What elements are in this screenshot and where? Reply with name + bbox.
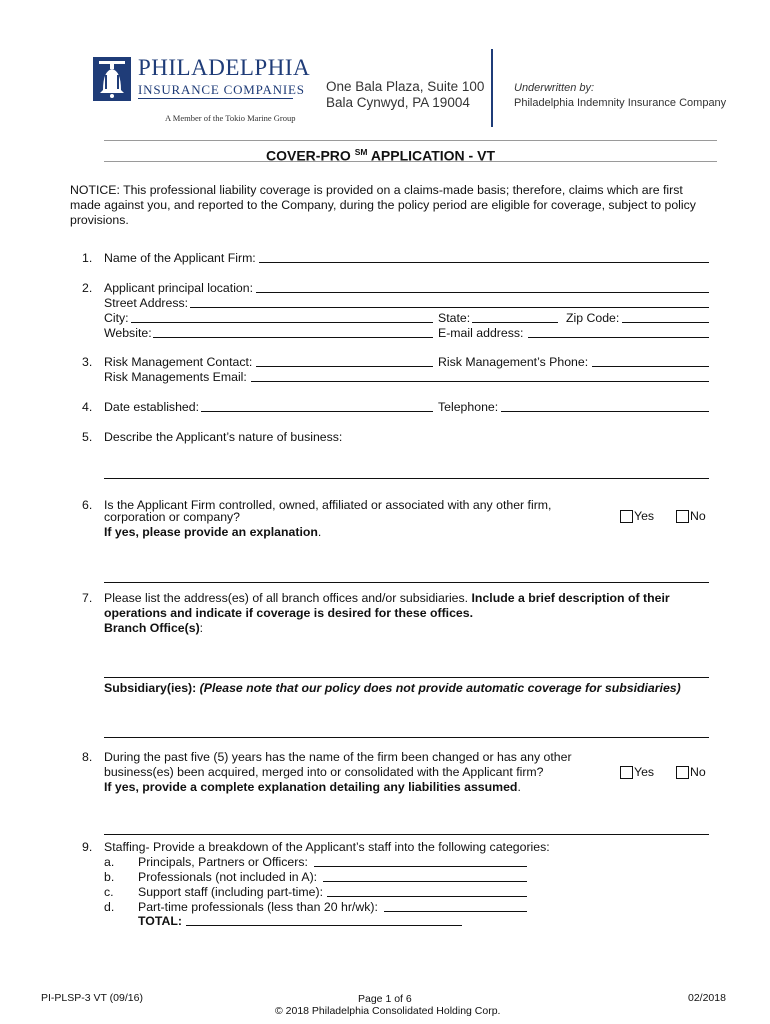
state-label: State: xyxy=(438,311,471,325)
staff-letter-d: d. xyxy=(104,900,115,914)
risk-email-label: Risk Managements Email: xyxy=(104,370,247,384)
q7-number: 7. xyxy=(82,591,93,605)
staff-label-d: Part-time professionals (less than 20 hr/wk): xyxy=(138,900,378,914)
q8-line3 xyxy=(104,780,521,795)
staff-letter-b: b. xyxy=(104,870,115,884)
date-established-label: Date established: xyxy=(104,400,200,414)
risk-contact-field[interactable] xyxy=(256,366,433,367)
form-id: PI-PLSP-3 VT (09/16) xyxy=(41,992,143,1004)
q6-line2: corporation or company? xyxy=(104,510,241,524)
staff-field-d[interactable] xyxy=(384,911,527,912)
branch-office-colon: : xyxy=(199,621,204,635)
q7-line2: operations and indicate if coverage is desired for these offices. xyxy=(104,606,474,620)
firm-name-field[interactable] xyxy=(259,262,709,263)
staff-letter-a: a. xyxy=(104,855,115,869)
q2-label: Applicant principal location: xyxy=(104,281,254,295)
email-field[interactable] xyxy=(528,337,709,338)
telephone-label: Telephone: xyxy=(438,400,499,414)
member-text: A Member of the Tokio Marine Group xyxy=(165,113,296,123)
subsidiary-text: Subsidiary(ies) xyxy=(104,681,193,695)
q5-number: 5. xyxy=(82,430,93,444)
q6-explain-prompt: If yes, please provide an explanation xyxy=(104,525,318,539)
q9-label: Staffing- Provide a breakdown of the Applicant’s staff into the following categories: xyxy=(104,840,550,854)
q8-yes-checkbox[interactable] xyxy=(620,766,633,779)
company-name-line1: PHILADELPHIA xyxy=(138,55,311,80)
staff-label-b: Professionals (not included in A): xyxy=(138,870,318,884)
q8-explanation-field[interactable] xyxy=(104,834,709,835)
q1-number: 1. xyxy=(82,251,93,265)
subsidiary-label xyxy=(104,681,681,696)
website-label: Website: xyxy=(104,326,152,340)
title-main: COVER-PRO xyxy=(266,147,351,164)
q7-instruction: Please list the address(es) of all branch offices and/or subsidiaries. xyxy=(104,591,472,605)
q8-no-checkbox[interactable] xyxy=(676,766,689,779)
nature-of-business-field[interactable] xyxy=(104,478,709,479)
branch-office-text: Branch Office(s) xyxy=(104,621,200,635)
street-label: Street Address: xyxy=(104,296,189,310)
q6-no-label: No xyxy=(690,509,706,523)
total-label: TOTAL: xyxy=(138,914,182,928)
staff-letter-c: c. xyxy=(104,885,114,899)
total-field[interactable] xyxy=(186,925,462,926)
q3-number: 3. xyxy=(82,355,93,369)
title-rest: APPLICATION - VT xyxy=(370,147,495,164)
subsidiary-note: (Please note that our policy does not provide automatic coverage for subsidiaries) xyxy=(199,681,681,695)
branch-office-label xyxy=(104,621,203,636)
state-field[interactable] xyxy=(472,322,558,323)
q6-number: 6. xyxy=(82,498,93,512)
company-name-line2: INSURANCE COMPANIES xyxy=(138,82,305,97)
subsidiary-field[interactable] xyxy=(104,737,709,738)
city-label: City: xyxy=(104,311,129,325)
page-number: Page 1 of 6 xyxy=(358,993,412,1005)
underwritten-company: Philadelphia Indemnity Insurance Company xyxy=(514,97,727,109)
website-field[interactable] xyxy=(153,337,433,338)
address-line1: One Bala Plaza, Suite 100 xyxy=(326,79,485,94)
risk-phone-label: Risk Management’s Phone: xyxy=(438,355,589,369)
risk-email-field[interactable] xyxy=(251,381,709,382)
underwritten-label: Underwritten by: xyxy=(514,82,595,94)
q8-yes-label: Yes xyxy=(634,765,655,779)
q8-period: . xyxy=(517,780,521,794)
branch-office-field[interactable] xyxy=(104,677,709,678)
street-address-field[interactable] xyxy=(190,307,709,308)
notice-line2: made against you, and reported to the Company, during the policy period are eligible for coverage, subject to policy xyxy=(70,198,696,212)
q6-no-checkbox[interactable] xyxy=(676,510,689,523)
subsidiary-colon: : xyxy=(192,681,200,695)
q8-number: 8. xyxy=(82,750,93,764)
email-label: E-mail address: xyxy=(438,326,524,340)
q9-number: 9. xyxy=(82,840,93,854)
q6-line1: Is the Applicant Firm controlled, owned, affiliated or associated with any other firm, xyxy=(104,498,552,512)
footer-date: 02/2018 xyxy=(688,992,726,1004)
q7-instruction-bold: Include a brief description of their xyxy=(471,591,670,605)
city-field[interactable] xyxy=(131,322,433,323)
notice-line1: NOTICE: This professional liability coverage is provided on a claims-made basis; therefore, claims which are first xyxy=(70,183,683,197)
q8-explain-prompt: If yes, provide a complete explanation detailing any liabilities assumed xyxy=(104,780,518,794)
liberty-bell-icon xyxy=(93,57,131,101)
q8-line2: business(es) been acquired, merged into or consolidated with the Applicant firm? xyxy=(104,765,544,779)
copyright: © 2018 Philadelphia Consolidated Holding Corp. xyxy=(275,1005,501,1017)
q4-number: 4. xyxy=(82,400,93,414)
q8-no-label: No xyxy=(690,765,706,779)
q7-line1 xyxy=(104,591,670,606)
q2-number: 2. xyxy=(82,281,93,295)
date-established-field[interactable] xyxy=(201,411,433,412)
staff-field-b[interactable] xyxy=(323,881,527,882)
telephone-field[interactable] xyxy=(501,411,709,412)
staff-label-c: Support staff (including part-time): xyxy=(138,885,323,899)
risk-contact-label: Risk Management Contact: xyxy=(104,355,253,369)
title-superscript: SM xyxy=(354,147,368,157)
q6-yes-label: Yes xyxy=(634,509,655,523)
zip-label: Zip Code: xyxy=(566,311,620,325)
company-logo xyxy=(93,55,311,125)
q6-line3 xyxy=(104,525,321,540)
risk-phone-field[interactable] xyxy=(592,366,709,367)
q6-yes-checkbox[interactable] xyxy=(620,510,633,523)
q8-line1: During the past five (5) years has the name of the firm been changed or has any other xyxy=(104,750,572,764)
q6-explanation-field[interactable] xyxy=(104,582,709,583)
staff-field-a[interactable] xyxy=(314,866,527,867)
address-line2: Bala Cynwyd, PA 19004 xyxy=(326,95,470,110)
header-divider xyxy=(491,49,493,127)
principal-location-field[interactable] xyxy=(256,292,709,293)
q1-label: Name of the Applicant Firm: xyxy=(104,251,256,265)
notice-line3: provisions. xyxy=(70,213,129,227)
q6-period: . xyxy=(317,525,322,539)
q5-label: Describe the Applicant’s nature of business: xyxy=(104,430,343,444)
staff-label-a: Principals, Partners or Officers: xyxy=(138,855,308,869)
logo-underline xyxy=(138,98,293,99)
staff-field-c[interactable] xyxy=(327,896,527,897)
title-rule-bottom xyxy=(104,161,717,162)
title-rule-top xyxy=(104,140,717,141)
zip-field[interactable] xyxy=(622,322,709,323)
